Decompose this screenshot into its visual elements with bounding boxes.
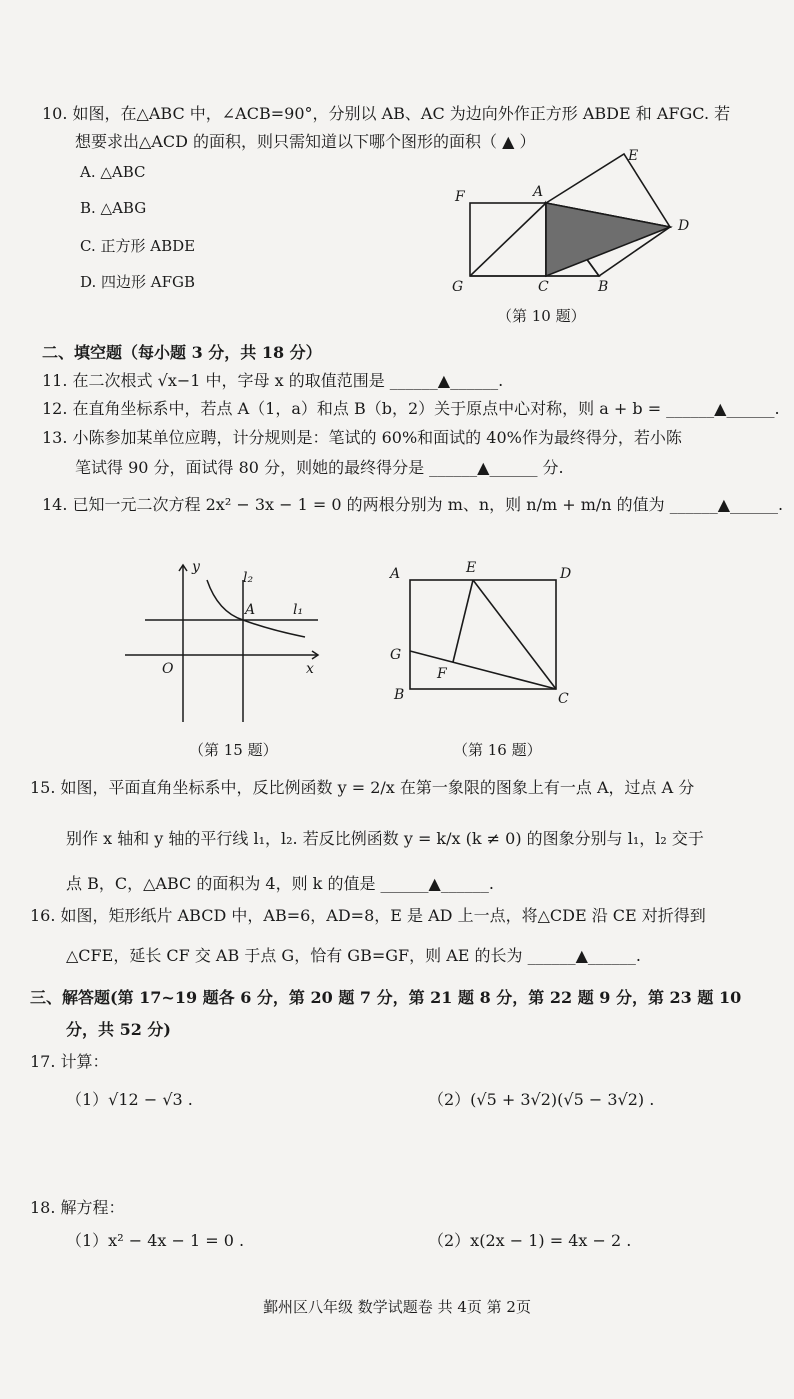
page-footer: 鄞州区八年级 数学试题卷 共 4页 第 2页	[263, 1298, 531, 1316]
q18-title: 18. 解方程：	[30, 1198, 125, 1217]
q13-line2: 笔试得 90 分，面试得 80 分，则她的最终得分是 ______▲______ 分.	[75, 458, 564, 477]
fig15-label-o: O	[162, 661, 174, 677]
fig16-label-c: C	[558, 691, 569, 707]
fig10-label-g: G	[452, 279, 464, 295]
q10-line2: 想要求出△ACD 的面积，则只需知道以下哪个图形的面积（ ▲ ）	[75, 132, 536, 151]
q12: 12. 在直角坐标系中，若点 A（1，a）和点 B（b，2）关于原点中心对称，则 a + b = ______▲______.	[42, 399, 780, 418]
fig16-caption: （第 16 题）	[453, 741, 542, 759]
fig15-label-a: A	[245, 602, 256, 618]
q17-part1: （1）√12 − √3 .	[66, 1090, 193, 1109]
fig16-label-b: B	[394, 687, 405, 703]
section-3-line2: 分，共 52 分)	[66, 1020, 171, 1039]
fig10-label-e: E	[628, 148, 639, 164]
fig15-label-l1: l₁	[293, 602, 304, 618]
fig10-label-b: B	[598, 279, 609, 295]
q15-line3: 点 B，C，△ABC 的面积为 4，则 k 的值是 ______▲______.	[66, 874, 494, 893]
q10-option-c: C. 正方形 ABDE	[80, 237, 196, 255]
fig16-label-e: E	[466, 560, 477, 576]
fig16-label-g: G	[390, 647, 402, 663]
q11: 11. 在二次根式 √x−1 中，字母 x 的取值范围是 ______▲______.	[42, 371, 504, 390]
q18-part1: （1）x² − 4x − 1 = 0 .	[66, 1231, 245, 1250]
q14: 14. 已知一元二次方程 2x² − 3x − 1 = 0 的两根分别为 m、n，则 n/m + m/n 的值为 ______▲______.	[42, 495, 784, 514]
q15-line1: 15. 如图，平面直角坐标系中，反比例函数 y = 2/x 在第一象限的图象上有一点 A，过点 A 分	[30, 778, 695, 797]
fig10-label-c: C	[538, 279, 549, 295]
q15-line2: 别作 x 轴和 y 轴的平行线 l₁，l₂. 若反比例函数 y = k/x (k ≠ 0) 的图象分别与 l₁，l₂ 交于	[66, 829, 704, 848]
fig10-label-f: F	[455, 189, 465, 205]
q10-caption: （第 10 题）	[497, 307, 586, 325]
q16-line1: 16. 如图，矩形纸片 ABCD 中，AB=6，AD=8，E 是 AD 上一点，将△CDE 沿 CE 对折得到	[30, 906, 706, 925]
q16-line2: △CFE，延长 CF 交 AB 于点 G，恰有 GB=GF，则 AE 的长为 ______▲______.	[66, 946, 641, 965]
q17-part2: （2）(√5 + 3√2)(√5 − 3√2) .	[428, 1090, 655, 1109]
q18-part2: （2）x(2x − 1) = 4x − 2 .	[428, 1231, 632, 1250]
fig15-label-y: y	[192, 559, 200, 575]
fig15-label-l2: l₂	[243, 570, 254, 586]
fig16-label-f: F	[437, 666, 447, 682]
section-3-line1: 三、解答题(第 17~19 题各 6 分，第 20 题 7 分，第 21 题 8 分，第 22 题 9 分，第 23 题 10	[30, 988, 742, 1007]
q10-option-d: D. 四边形 AFGB	[80, 273, 196, 291]
q10-option-a: A. △ABC	[80, 163, 146, 181]
fig15-caption: （第 15 题）	[189, 741, 278, 759]
fig15-label-x: x	[306, 661, 314, 677]
q10-line1: 10. 如图，在△ABC 中，∠ACB=90°，分别以 AB、AC 为边向外作正方形 ABDE 和 AFGC. 若	[42, 104, 731, 123]
section-2-heading: 二、填空题（每小题 3 分，共 18 分）	[42, 343, 322, 362]
fig10-label-a: A	[533, 184, 544, 200]
fig16-label-a: A	[390, 566, 401, 582]
fig10-label-d: D	[678, 218, 690, 234]
q10-option-b: B. △ABG	[80, 199, 147, 217]
q17-title: 17. 计算：	[30, 1052, 109, 1071]
fig16-label-d: D	[560, 566, 572, 582]
q13-line1: 13. 小陈参加某单位应聘，计分规则是：笔试的 60%和面试的 40%作为最终得分，若小陈	[42, 428, 682, 447]
